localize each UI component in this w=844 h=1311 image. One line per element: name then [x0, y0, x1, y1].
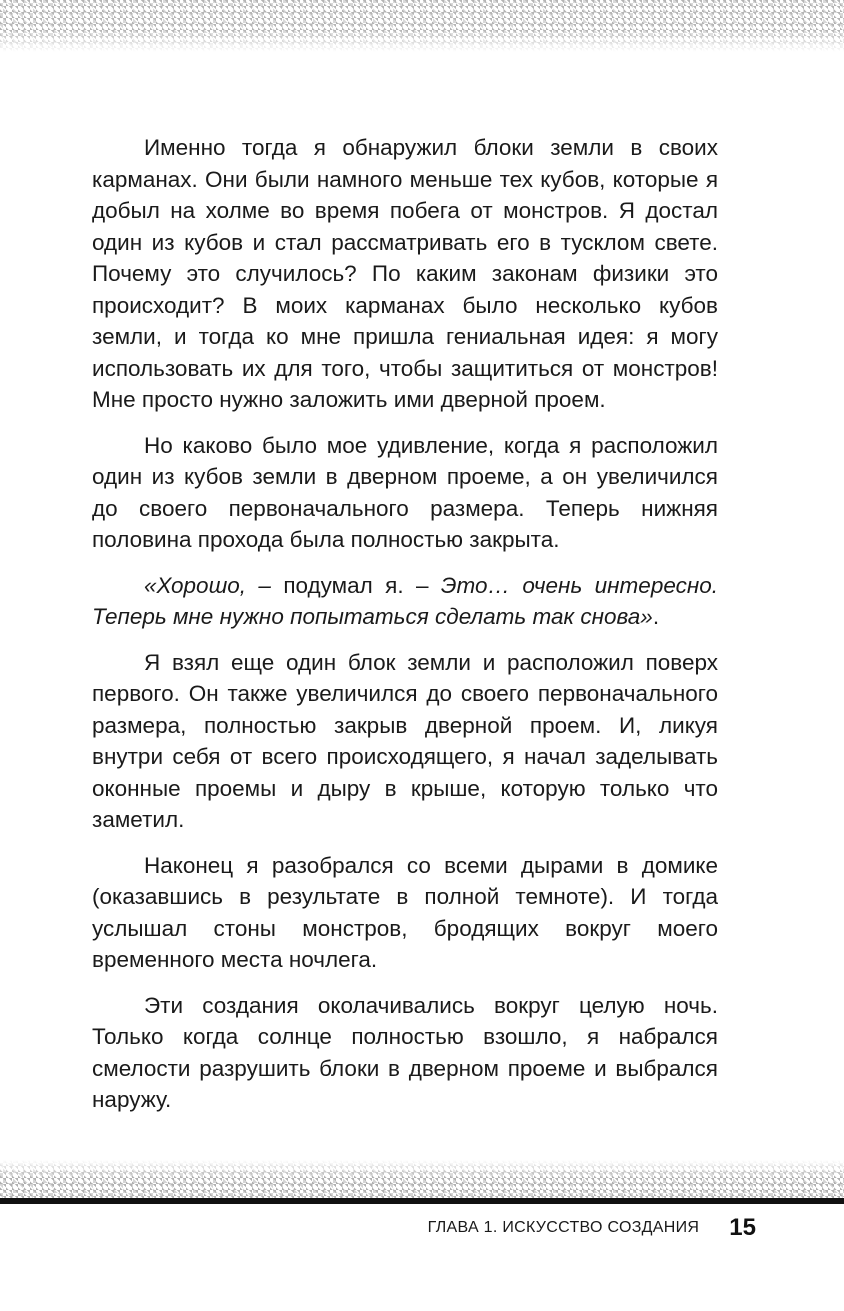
bottom-pixel-border — [0, 1160, 844, 1198]
paragraph-1: Именно тогда я обнаружил блоки земли в своих карманах. Они были намного меньше тех кубов, которые я добыл на холме во время побега от монстров. Я достал один из кубов и стал рассматривать его в тусклом свете. Почему это случилось? По каким законам физики это происходит? В моих карманах было несколько кубов земли, и тогда ко мне пришла гениальная идея: я могу использовать их для того, чтобы защититься от монстров! Мне просто нужно заложить ими дверной проем. — [92, 135, 718, 412]
page-footer — [428, 1214, 756, 1242]
body-text — [92, 132, 718, 1130]
paragraph-4: Наконец я разобрался со всеми дырами в домике (оказавшись в результате в полной темноте). И тогда услышал стоны монстров, бродящих вокруг моего временного места ночлега. — [92, 852, 718, 972]
paragraph-3: Я взял еще один блок земли и расположил поверх первого. Он также увеличился до своего первоначального размера, полностью закрыв дверной проем. И, ликуя внутри себя от всего происходящего, я начал заделывать оконные проемы и дыру в крыше, которую только что заметил. — [92, 649, 718, 832]
quote-part-1: «Хорошо, – — [144, 572, 271, 598]
paragraph-quote — [92, 570, 718, 633]
running-head: ГЛАВА 1. ИСКУССТВО СОЗДАНИЯ — [427, 1219, 700, 1236]
page-number: 15 — [729, 1214, 756, 1241]
footer-rule — [0, 1198, 844, 1204]
top-pixel-border — [0, 0, 844, 52]
quote-part-2: подумал я. – — [270, 572, 441, 598]
quote-part-4: . — [652, 604, 660, 629]
quote-part-3: Это… очень интересно. Теперь мне нужно попытаться сделать так снова» — [92, 572, 718, 629]
paragraph-2: Но каково было мое удивление, когда я расположил один из кубов земли в дверном проеме, а он увеличился до своего первоначального размера. Теперь нижняя половина прохода была полностью закрыта. — [92, 432, 718, 552]
paragraph-5: Эти создания околачивались вокруг целую ночь. Только когда солнце полностью взошло, я набрался смелости разрушить блоки в дверном проеме и выбрался наружу. — [92, 992, 718, 1112]
